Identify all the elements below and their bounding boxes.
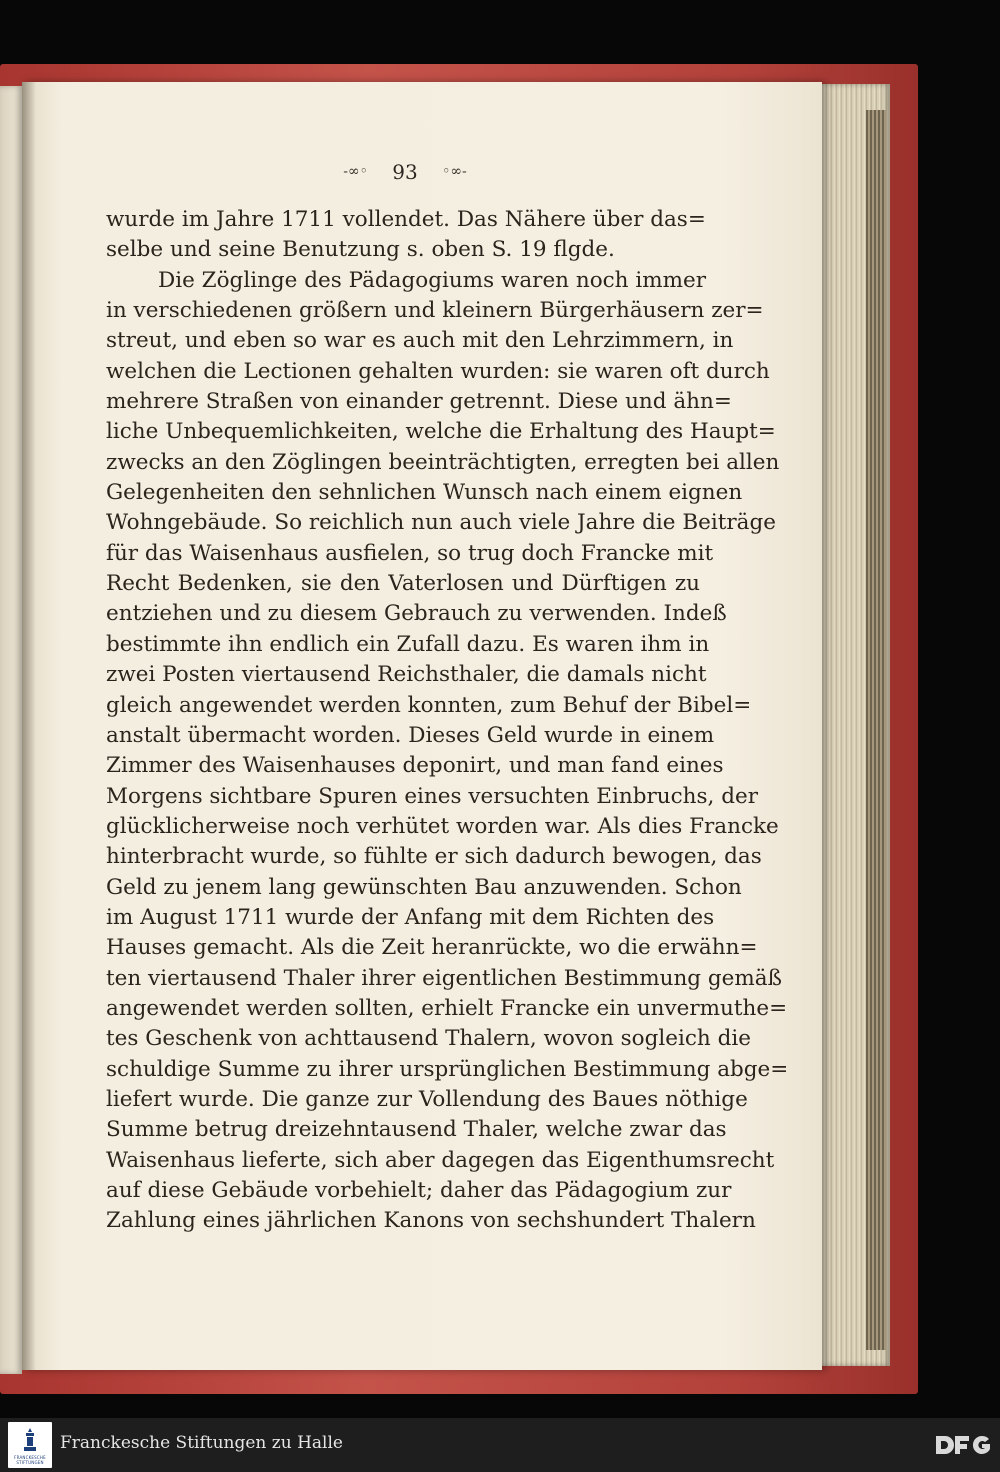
logo-text-line2: STIFTUNGEN: [16, 1460, 44, 1465]
text-line: hinterbracht wurde, so fühlte er sich dadurch bewogen, das: [106, 844, 762, 870]
text-line: auf diese Gebäude vorbehielt; daher das Pädagogium zur: [106, 1178, 732, 1203]
ornament-right-icon: ◦∞-: [442, 163, 467, 180]
page-edges-inner: [866, 110, 886, 1350]
text-line: ten viertausend Thaler ihrer eigentlichen Bestimmung gemäß: [106, 965, 782, 991]
text-line: Wohngebäude. So reichlich nun auch viele Jahre die Beiträge: [106, 510, 776, 536]
text-line: anstalt übermacht worden. Dieses Geld wurde in einem: [106, 722, 715, 748]
text-line: im August 1711 wurde der Anfang mit dem Richten des: [106, 904, 715, 930]
viewer-footer: [0, 1418, 1000, 1472]
text-line: welchen die Lectionen gehalten wurden: sie waren oft durch: [106, 358, 770, 384]
text-line: liche Unbequemlichkeiten, welche die Erhaltung des Haupt=: [106, 419, 776, 445]
institution-name[interactable]: Franckesche Stiftungen zu Halle: [60, 1433, 343, 1453]
text-line: glücklicherweise noch verhütet worden war. Als dies Francke: [106, 813, 779, 839]
text-line: entziehen und zu diesem Gebrauch zu verwenden. Indeß: [106, 601, 727, 627]
page-gutter: [22, 82, 36, 1370]
logo-text-line1: FRANCKESCHE: [14, 1455, 46, 1460]
ornament-left-icon: -∞◦: [343, 163, 368, 180]
text-line: wurde im Jahre 1711 vollendet. Das Nähere über das=: [106, 207, 706, 232]
text-line: tes Geschenk von achttausend Thalern, wovon sogleich die: [106, 1026, 751, 1052]
stiftungen-emblem-icon: [23, 1428, 37, 1452]
left-page: [0, 86, 22, 1374]
franckesche-stiftungen-logo[interactable]: [8, 1422, 52, 1468]
text-line: Morgens sichtbare Spuren eines versuchten Einbruchs, der: [106, 783, 758, 809]
text-line: Summe betrug dreizehntausend Thaler, welche zwar das: [106, 1117, 727, 1143]
dfg-logo-icon[interactable]: [934, 1429, 992, 1461]
page-number: 93: [392, 159, 418, 184]
body-text: [106, 205, 789, 1237]
text-line: in verschiedenen größern und kleinern Bürgerhäusern zer=: [106, 298, 764, 324]
text-line: Die Zöglinge des Pädagogiums waren noch immer: [158, 267, 707, 293]
text-line: Gelegenheiten den sehnlichen Wunsch nach einem eignen: [106, 480, 743, 506]
text-line: Recht Bedenken, sie den Vaterlosen und Dürftigen zu: [106, 571, 700, 597]
text-line: angewendet werden sollten, erhielt Francke ein unvermuthe=: [106, 995, 788, 1021]
text-line: zwecks an den Zöglingen beeinträchtigten, erregten bei allen: [106, 449, 780, 475]
text-line: Zahlung eines jährlichen Kanons von sechshundert Thalern: [106, 1208, 756, 1234]
text-line: liefert wurde. Die ganze zur Vollendung des Baues nöthige: [106, 1086, 748, 1112]
text-line: streut, und eben so war es auch mit den Lehrzimmern, in: [106, 328, 734, 354]
text-line: zwei Posten viertausend Reichsthaler, die damals nicht: [106, 662, 707, 688]
text-line: gleich angewendet werden konnten, zum Behuf der Bibel=: [106, 692, 752, 718]
text-line: Zimmer des Waisenhauses deponirt, und man fand eines: [106, 753, 724, 779]
text-line: für das Waisenhaus ausfielen, so trug doch Francke mit: [106, 540, 714, 566]
text-line: Hauses gemacht. Als die Zeit heranrückte, wo die erwähn=: [106, 935, 758, 961]
text-line: bestimmte ihn endlich ein Zufall dazu. Es waren ihm in: [106, 631, 710, 657]
text-line: Geld zu jenem lang gewünschten Bau anzuwenden. Schon: [106, 874, 742, 900]
text-line: selbe und seine Benutzung s. oben S. 19 flgde.: [106, 237, 615, 263]
page-header: [300, 158, 510, 188]
text-line: mehrere Straßen von einander getrennt. Diese und ähn=: [106, 389, 732, 415]
text-line: schuldige Summe zu ihrer ursprünglichen Bestimmung abge=: [106, 1056, 789, 1082]
text-line: Waisenhaus lieferte, sich aber dagegen das Eigenthumsrecht: [106, 1147, 775, 1173]
